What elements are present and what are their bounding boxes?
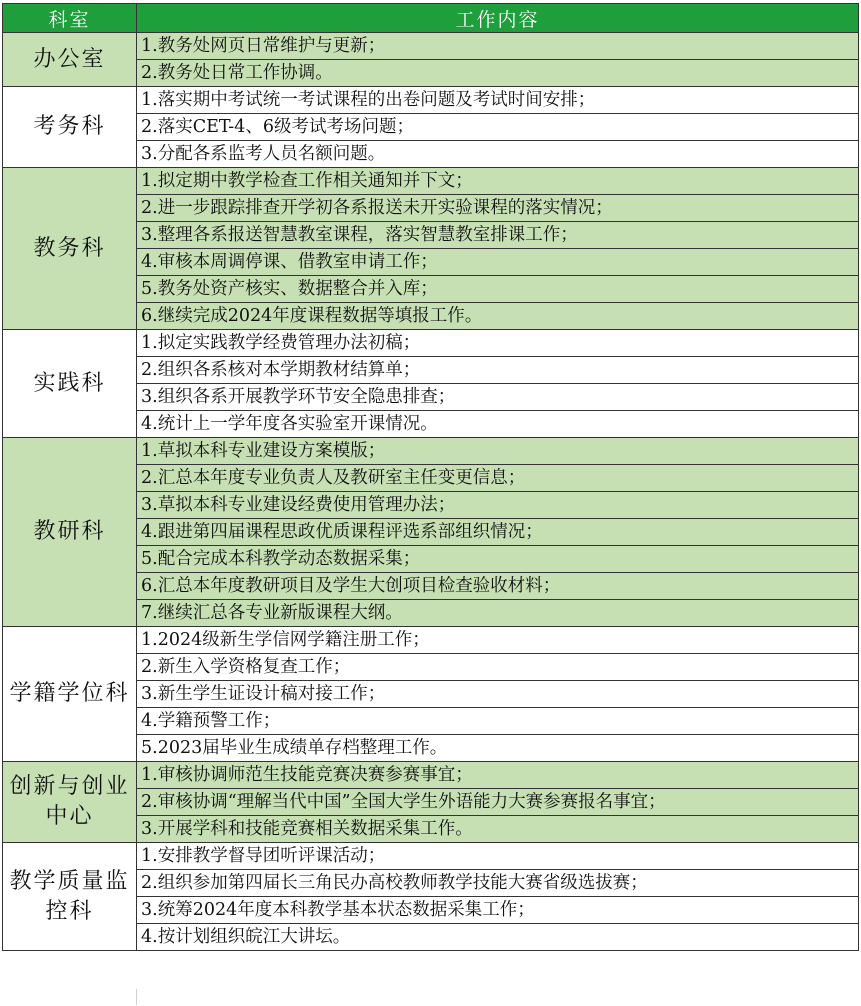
- task-cell: 3.新生学生证设计稿对接工作；: [137, 681, 859, 708]
- task-cell: 2.新生入学资格复查工作；: [137, 654, 859, 681]
- task-cell: 1.拟定实践教学经费管理办法初稿；: [137, 330, 859, 357]
- task-cell: 4.按计划组织皖江大讲坛。: [137, 924, 859, 951]
- header-content: 工作内容: [137, 4, 859, 33]
- task-cell: 6.继续完成2024年度课程数据等填报工作。: [137, 303, 859, 330]
- table-row: [3, 33, 859, 60]
- task-cell: 3.统筹2024年度本科教学基本状态数据采集工作；: [137, 897, 859, 924]
- task-cell: 3.分配各系监考人员名额问题。: [137, 141, 859, 168]
- task-cell: 2.审核协调“理解当代中国”全国大学生外语能力大赛参赛报名事宜；: [137, 789, 859, 816]
- table-row: [3, 168, 859, 195]
- task-cell: 1.教务处网页日常维护与更新；: [137, 33, 859, 60]
- dept-line: 中心: [45, 804, 94, 829]
- task-cell: 4.审核本周调停课、借教室申请工作；: [137, 249, 859, 276]
- task-cell: 5.2023届毕业生成绩单存档整理工作。: [137, 735, 859, 762]
- dept-cell: 办公室: [3, 33, 137, 87]
- task-cell: 5.配合完成本科教学动态数据采集；: [137, 546, 859, 573]
- table-row: [3, 330, 859, 357]
- dept-cell: [3, 762, 137, 843]
- task-cell: 6.汇总本年度教研项目及学生大创项目检查验收材料；: [137, 573, 859, 600]
- task-cell: 2.落实CET-4、6级考试考场问题；: [137, 114, 859, 141]
- table-body: [3, 33, 859, 951]
- dept-cell: [3, 843, 137, 951]
- table-row: [3, 438, 859, 465]
- task-cell: 1.拟定期中教学检查工作相关通知并下文；: [137, 168, 859, 195]
- task-cell: 2.汇总本年度专业负责人及教研室主任变更信息；: [137, 465, 859, 492]
- dept-cell: 教研科: [3, 438, 137, 627]
- table-row: [3, 627, 859, 654]
- task-cell: 2.进一步跟踪排查开学初各系报送未开实验课程的落实情况；: [137, 195, 859, 222]
- task-cell: 3.草拟本科专业建设经费使用管理办法；: [137, 492, 859, 519]
- dept-cell: 实践科: [3, 330, 137, 438]
- table-row: [3, 843, 859, 870]
- task-cell: 1.2024级新生学信网学籍注册工作；: [137, 627, 859, 654]
- task-cell: 1.审核协调师范生技能竞赛决赛参赛事宜；: [137, 762, 859, 789]
- dept-line: 教学质量监: [9, 868, 130, 894]
- dept-cell: 考务科: [3, 87, 137, 168]
- task-cell: 1.落实期中考试统一考试课程的出卷问题及考试时间安排；: [137, 87, 859, 114]
- table-bottom-edge: [2, 989, 137, 1005]
- work-table: [2, 3, 859, 951]
- task-cell: 2.组织各系核对本学期教材结算单；: [137, 357, 859, 384]
- dept-cell: 教务科: [3, 168, 137, 330]
- task-cell: 4.跟进第四届课程思政优质课程评选系部组织情况；: [137, 519, 859, 546]
- dept-line: 创新与创业: [9, 774, 130, 799]
- task-cell: 2.组织参加第四届长三角民办高校教师教学技能大赛省级选拔赛；: [137, 870, 859, 897]
- dept-line: 控科: [45, 898, 94, 924]
- table-row: [3, 87, 859, 114]
- task-cell: 4.学籍预警工作；: [137, 708, 859, 735]
- task-cell: 4.统计上一学年度各实验室开课情况。: [137, 411, 859, 438]
- table-row: [3, 762, 859, 789]
- task-cell: 1.安排教学督导团听评课活动；: [137, 843, 859, 870]
- header-dept: 科室: [3, 4, 137, 33]
- header-row: [3, 4, 859, 33]
- dept-cell: 学籍学位科: [3, 627, 137, 762]
- task-cell: 3.整理各系报送智慧教室课程，落实智慧教室排课工作；: [137, 222, 859, 249]
- task-cell: 2.教务处日常工作协调。: [137, 60, 859, 87]
- task-cell: 3.组织各系开展教学环节安全隐患排查；: [137, 384, 859, 411]
- task-cell: 1.草拟本科专业建设方案模版；: [137, 438, 859, 465]
- task-cell: 3.开展学科和技能竞赛相关数据采集工作。: [137, 816, 859, 843]
- task-cell: 7.继续汇总各专业新版课程大纲。: [137, 600, 859, 627]
- task-cell: 5.教务处资产核实、数据整合并入库；: [137, 276, 859, 303]
